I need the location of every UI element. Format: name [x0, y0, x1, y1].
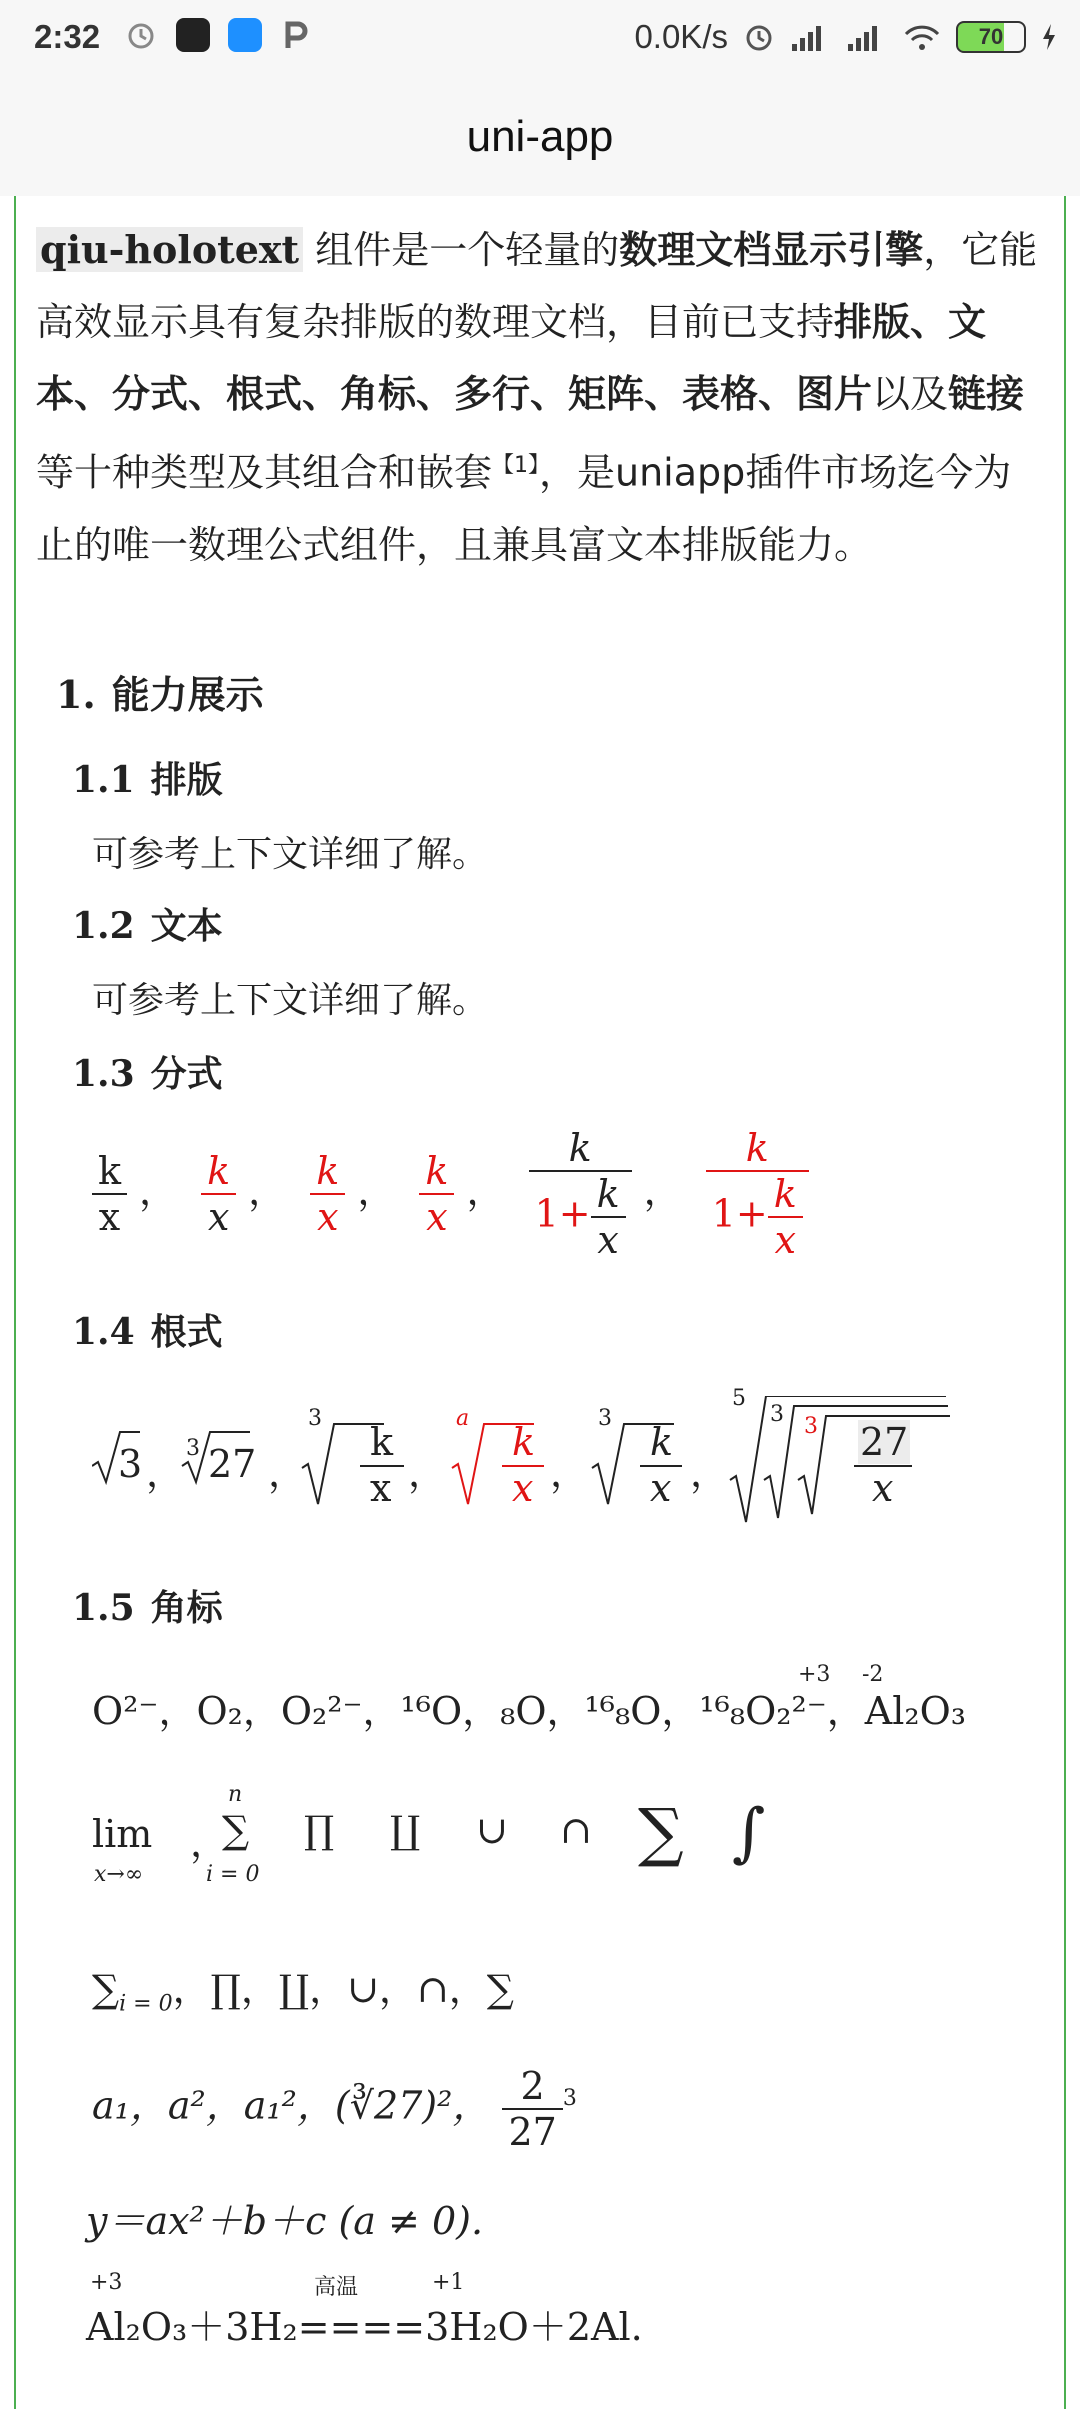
numerator: k [768, 1172, 803, 1218]
section-number: 1.5 [72, 1587, 135, 1629]
alarm-clock-icon [742, 20, 776, 54]
radical-index: 5 [732, 1386, 746, 1411]
section-number: 1. [56, 672, 96, 717]
numerator: 27 [860, 1420, 909, 1464]
numerator: k [591, 1172, 626, 1218]
charge-label: +3 [798, 1662, 831, 1687]
section-heading-1-2 [72, 898, 223, 949]
charge-label: +1 [432, 2270, 465, 2295]
denominator [706, 1172, 809, 1262]
separator: ， [408, 1451, 447, 1495]
denominator: x [207, 1195, 230, 1239]
scripts-text: O²⁻，O₂，O₂²⁻，¹⁶O，₈O，¹⁶₈O，¹⁶₈O₂²⁻，Al₂O₃ [92, 1689, 966, 1733]
inline-operators-row: $\sum_{i = 0}$，∏，∐，∪，∩，∑ [92, 1967, 514, 2017]
chemistry-text: Al₂O₃＋3H₂====3H₂O＋2Al. [86, 2305, 643, 2349]
radical-index: 3 [770, 1402, 784, 1427]
battery-icon: 70 [956, 21, 1026, 53]
component-name: qiu-holotext [36, 227, 303, 272]
status-time: 2:32 [34, 18, 101, 55]
document-content [14, 196, 1066, 2409]
radical-value: 3 [118, 1442, 143, 1486]
intro-text-3: 以及 [872, 372, 949, 416]
signal-icon [790, 22, 832, 52]
separator: ， [690, 1451, 729, 1495]
status-bar [0, 0, 1080, 76]
separator: ， [466, 1168, 505, 1213]
status-app-icons [124, 18, 310, 52]
p-app-icon [280, 18, 310, 52]
radical-index: 3 [308, 1406, 322, 1431]
fraction [310, 1149, 345, 1239]
app-title: uni-app [466, 112, 614, 161]
separator: ， [248, 1168, 287, 1213]
section-heading-1-1 [72, 752, 223, 803]
charge-label: +3 [90, 2270, 123, 2295]
lower-limit: i = 0 [119, 1991, 173, 2017]
wifi-icon [902, 22, 942, 52]
charging-icon [1040, 22, 1058, 52]
intro-text-2: ，它能高效显示具有复杂排版的数理文档，目前已支持 [36, 228, 1038, 344]
radical-value: 27 [208, 1442, 257, 1486]
intro-bold-3: 链接 [948, 372, 1025, 416]
fraction [502, 2064, 562, 2154]
scripts-row-1 [92, 1662, 966, 1735]
intro-text-4: 等十种类型及其组合和嵌套 [36, 450, 493, 495]
fraction [92, 1149, 127, 1239]
separator: ， [190, 1821, 229, 1865]
section-heading-1-4 [72, 1304, 223, 1355]
fractions-row [92, 1126, 809, 1262]
one-plus: 1+ [711, 1191, 768, 1236]
section-title: 排版 [150, 760, 223, 801]
radical-index: 3 [186, 1436, 200, 1461]
denominator: x [650, 1466, 672, 1510]
lim-subscript: x→∞ [94, 1862, 144, 1887]
section-number: 1.2 [72, 905, 135, 947]
section-note-1-2: 可参考上下文详细了解。 [92, 980, 489, 1021]
one-plus: 1+ [534, 1191, 591, 1236]
section-number: 1.1 [72, 759, 135, 801]
separator: ， [643, 1168, 682, 1213]
powers-row [92, 2064, 577, 2154]
denominator: x [317, 1195, 339, 1239]
chemistry-equation [86, 2270, 643, 2351]
intro-text-5: ，是uniapp插件市场迄今为止的唯一数理公式组件，且兼具富文本排版能力。 [36, 450, 1012, 567]
tiktok-icon [176, 18, 210, 52]
charge-label: -2 [862, 1662, 884, 1687]
numerator: k [529, 1126, 632, 1172]
lim-operator: lim [92, 1812, 153, 1856]
numerator: k [706, 1126, 809, 1172]
denominator: x [98, 1195, 121, 1239]
section-number: 1.3 [72, 1053, 135, 1095]
section-title: 能力展示 [111, 673, 264, 717]
powers-text: a₁，a²，a₁²，(∛27)²， [92, 2083, 491, 2128]
operators-row: lim x→∞ ， ∑ ∏ ∐ ∪ ∩ ∑ ∫ n i = 0 [92, 1782, 766, 1887]
intro-bold-2: 排版、文本、分式、根式、角标、多行、矩阵、表格、图片 [36, 300, 987, 416]
denominator: x [426, 1195, 448, 1239]
denominator: x [774, 1218, 796, 1262]
exponent: 3 [562, 2085, 577, 2111]
denominator: x [597, 1218, 619, 1262]
signal-icon-2 [846, 22, 888, 52]
radical-index: 3 [804, 1414, 818, 1439]
alarm-icon [124, 18, 158, 52]
inner-fraction [768, 1172, 803, 1262]
fraction [419, 1149, 454, 1239]
separator: ， [146, 1451, 185, 1495]
denominator: x [872, 1466, 894, 1510]
fraction [201, 1149, 236, 1239]
radical-index: a [456, 1406, 470, 1431]
denominator [529, 1172, 632, 1262]
net-speed: 0.0K/s [634, 18, 728, 55]
intro-text-1: 组件是一个轻量的 [315, 228, 620, 272]
section-number: 1.4 [72, 1311, 135, 1353]
section-heading-1-3 [72, 1046, 223, 1097]
denominator: x [512, 1466, 534, 1510]
radical-index: 3 [598, 1406, 612, 1431]
numerator: 2 [502, 2064, 562, 2110]
upper-limit: n [228, 1782, 243, 1807]
separator: ， [139, 1168, 178, 1213]
section-heading-1 [56, 664, 264, 719]
separator: ， [268, 1451, 307, 1495]
n-app-icon [228, 18, 262, 52]
numerator: k [310, 1149, 345, 1195]
equation: y＝ax²＋b＋c (a ≠ 0). [86, 2199, 484, 2243]
numerator: k [512, 1420, 536, 1464]
separator: ， [550, 1451, 589, 1495]
compound-fraction [529, 1126, 632, 1262]
numerator: k [419, 1149, 454, 1195]
section-note-1-1: 可参考上下文详细了解。 [92, 834, 489, 875]
intro-paragraph [36, 214, 1046, 581]
section-title: 文本 [150, 906, 223, 947]
inner-fraction [591, 1172, 626, 1262]
reaction-condition: 高温 [314, 2275, 359, 2300]
section-title: 根式 [150, 1312, 223, 1353]
numerator: k [370, 1420, 394, 1464]
reference-link[interactable]: 【1】 [492, 453, 540, 478]
status-system-icons [634, 18, 1058, 56]
intro-bold-1: 数理文档显示引擎 [619, 228, 924, 272]
numerator: k [650, 1420, 674, 1464]
denominator: 27 [508, 2110, 557, 2154]
denominator: x [370, 1466, 392, 1510]
numerator: k [201, 1149, 236, 1195]
numerator: k [92, 1149, 127, 1195]
section-title: 角标 [150, 1588, 223, 1629]
lower-limit: i = 0 [206, 1862, 260, 1887]
app-title-bar [0, 76, 1080, 196]
section-title: 分式 [150, 1054, 223, 1095]
section-heading-1-5 [72, 1580, 223, 1631]
compound-fraction-red [706, 1126, 809, 1262]
separator: ， [357, 1168, 396, 1213]
